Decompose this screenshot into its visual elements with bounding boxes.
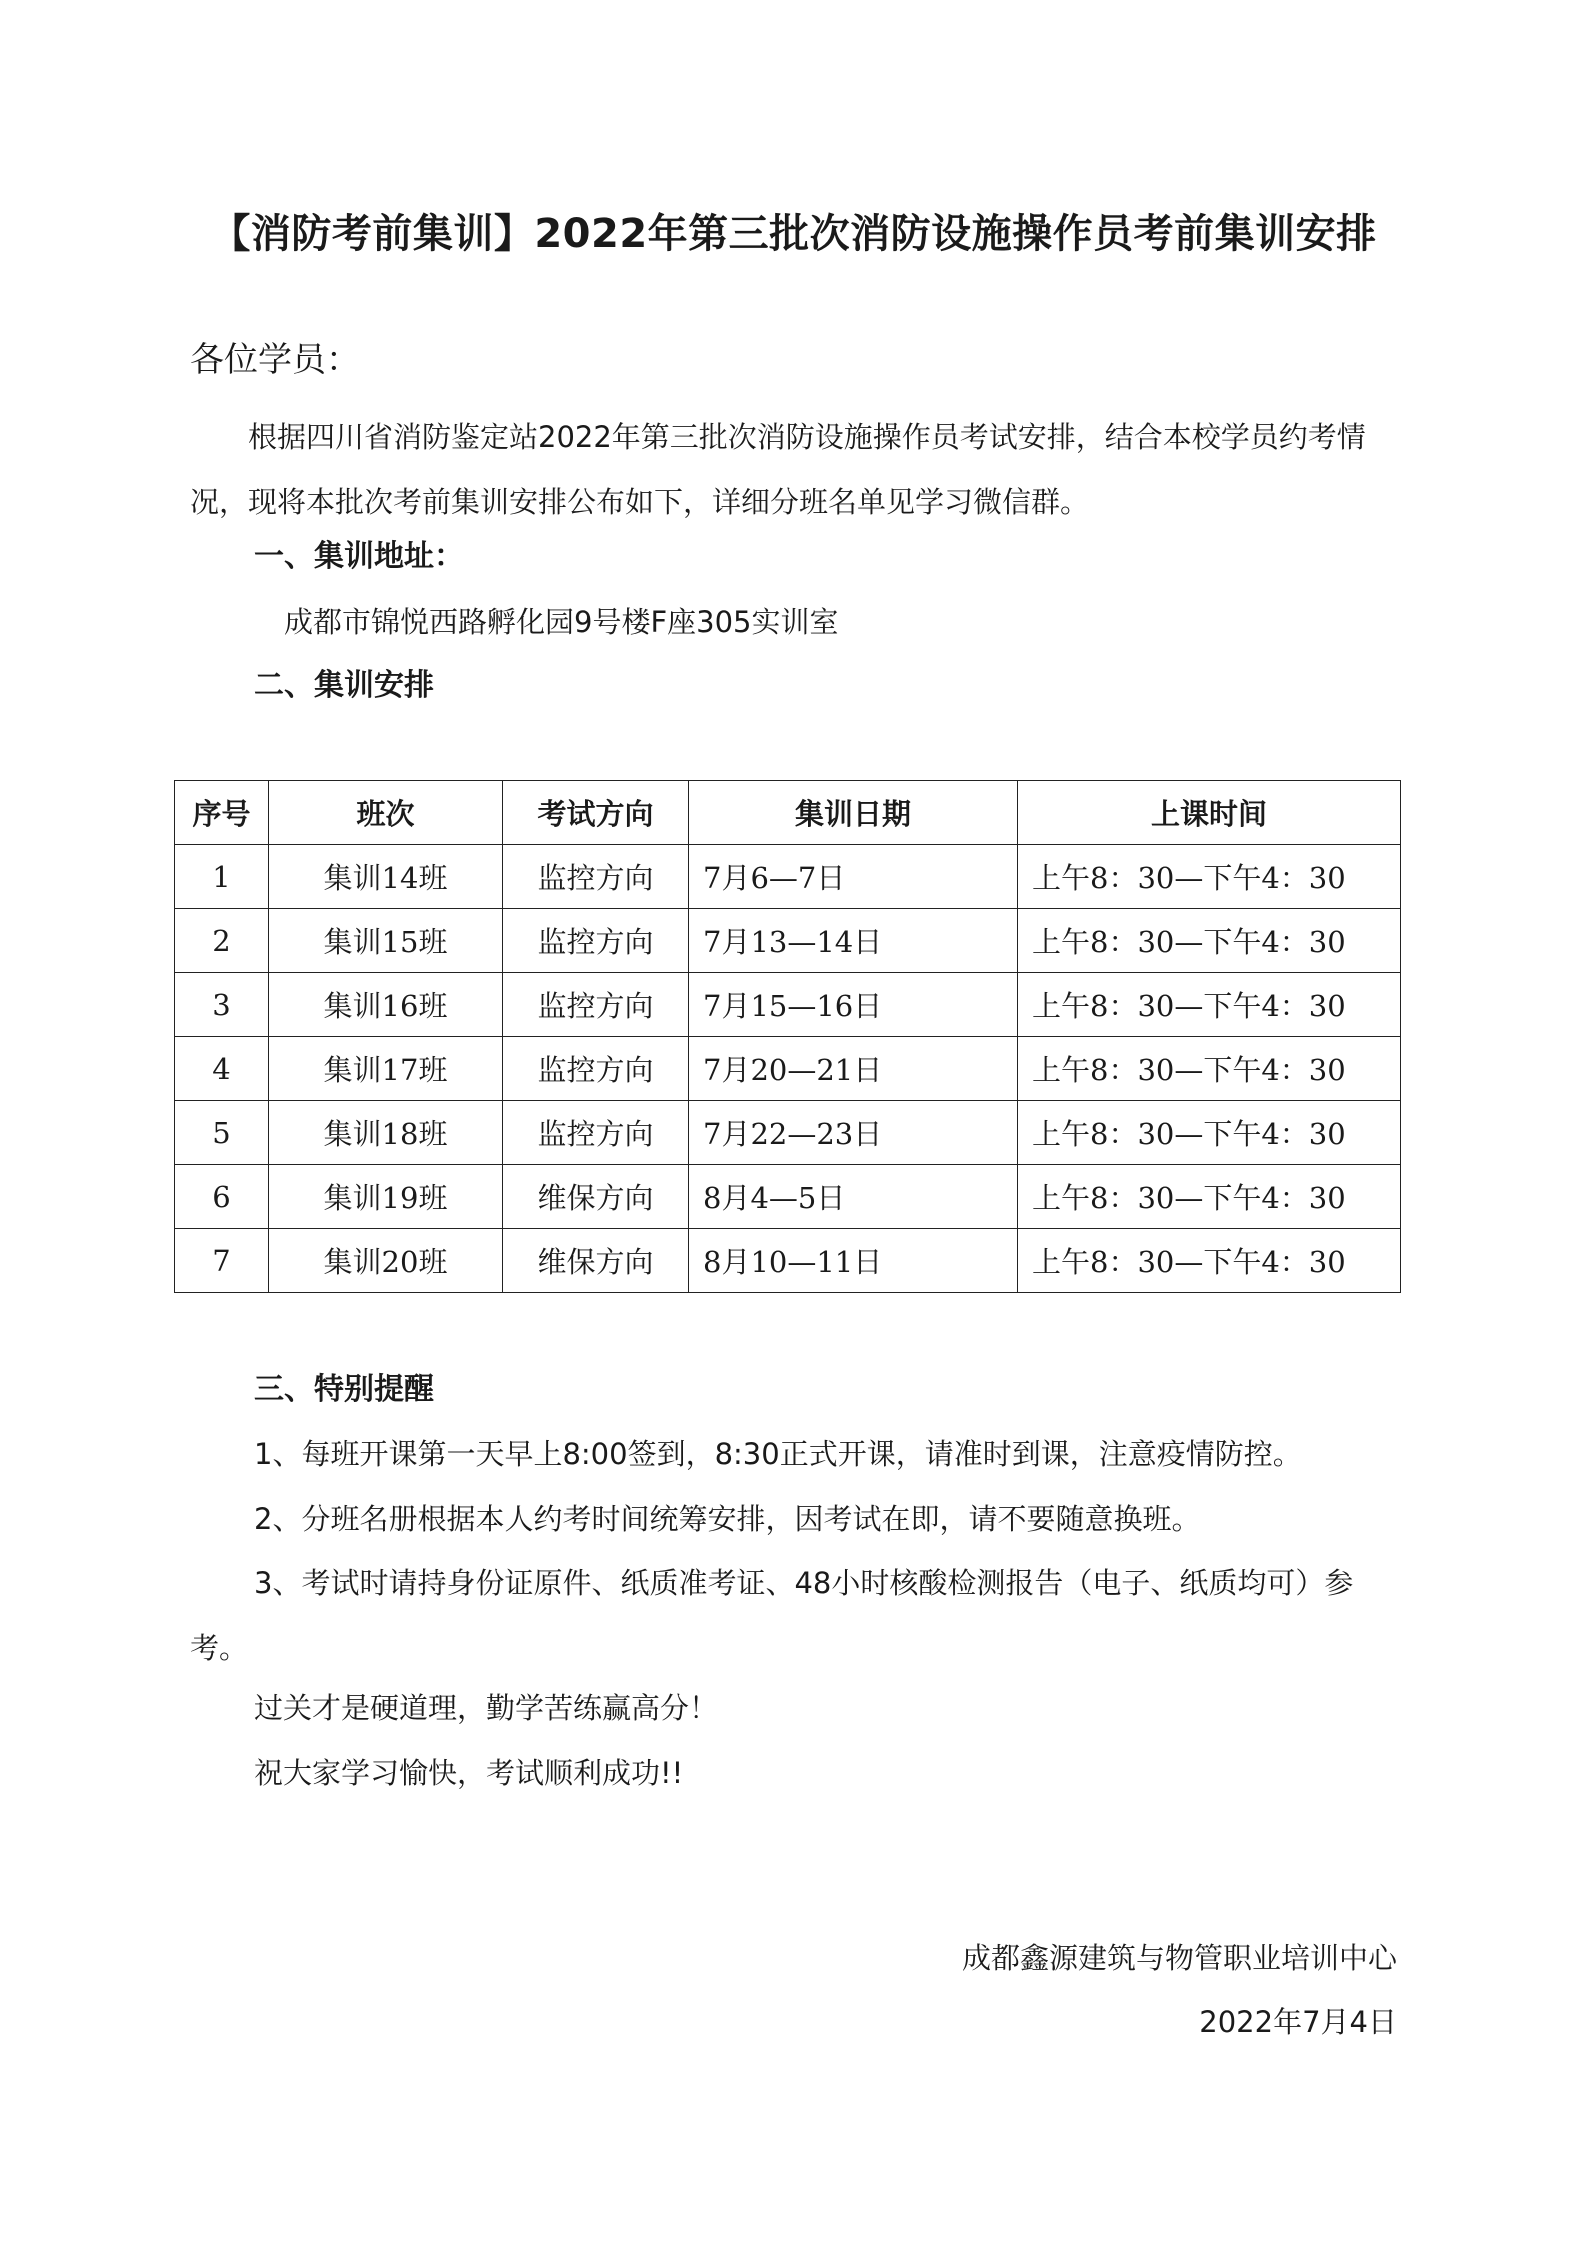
cell-class: 集训18班 <box>269 1101 503 1165</box>
greeting: 各位学员： <box>190 340 360 380</box>
cell-date: 7月6—7日 <box>689 845 1018 909</box>
cell-date: 8月4—5日 <box>689 1165 1018 1229</box>
cell-class: 集训15班 <box>269 909 503 973</box>
cell-time: 上午8：30—下午4：30 <box>1018 973 1401 1037</box>
cell-direction: 监控方向 <box>503 1101 689 1165</box>
cell-no: 7 <box>175 1229 269 1293</box>
cell-class: 集训17班 <box>269 1037 503 1101</box>
table-row <box>175 1165 1401 1229</box>
reminder-item-3: 3、考试时请持身份证原件、纸质准考证、48小时核酸检测报告（电子、纸质均可）参考。 <box>190 1566 1354 1665</box>
cell-date: 8月10—11日 <box>689 1229 1018 1293</box>
header-class: 班次 <box>269 781 503 845</box>
cell-date: 7月13—14日 <box>689 909 1018 973</box>
cell-class: 集训14班 <box>269 845 503 909</box>
table-row <box>175 1037 1401 1101</box>
cell-no: 1 <box>175 845 269 909</box>
signature-date: 2022年7月4日 <box>1199 2005 1397 2039</box>
closing-line-1: 过关才是硬道理，勤学苦练赢高分！ <box>254 1691 719 1725</box>
schedule-table <box>174 780 1401 1293</box>
cell-no: 5 <box>175 1101 269 1165</box>
header-direction: 考试方向 <box>503 781 689 845</box>
section-heading-schedule: 二、集训安排 <box>254 668 434 703</box>
table-row <box>175 845 1401 909</box>
cell-date: 7月15—16日 <box>689 973 1018 1037</box>
cell-direction: 维保方向 <box>503 1229 689 1293</box>
table-row <box>175 909 1401 973</box>
cell-class: 集训19班 <box>269 1165 503 1229</box>
cell-date: 7月22—23日 <box>689 1101 1018 1165</box>
header-no: 序号 <box>175 781 269 845</box>
table-header-row <box>175 781 1401 845</box>
reminder-item-2: 2、分班名册根据本人约考时间统筹安排，因考试在即，请不要随意换班。 <box>254 1502 1201 1536</box>
cell-no: 3 <box>175 973 269 1037</box>
table-row <box>175 1229 1401 1293</box>
cell-direction: 监控方向 <box>503 1037 689 1101</box>
closing-line-2: 祝大家学习愉快，考试顺利成功!! <box>254 1756 684 1790</box>
cell-time: 上午8：30—下午4：30 <box>1018 1037 1401 1101</box>
cell-time: 上午8：30—下午4：30 <box>1018 845 1401 909</box>
intro-paragraph: 根据四川省消防鉴定站2022年第三批次消防设施操作员考试安排，结合本校学员约考情况，现将本批次考前集训安排公布如下，详细分班名单见学习微信群。 <box>190 420 1366 519</box>
cell-direction: 监控方向 <box>503 909 689 973</box>
reminder-item-1: 1、每班开课第一天早上8:00签到，8:30正式开课，请准时到课，注意疫情防控。 <box>254 1437 1302 1471</box>
section-heading-address: 一、集训地址： <box>254 539 464 574</box>
cell-time: 上午8：30—下午4：30 <box>1018 1101 1401 1165</box>
header-time: 上课时间 <box>1018 781 1401 845</box>
signature-organization: 成都鑫源建筑与物管职业培训中心 <box>961 1941 1397 1975</box>
cell-time: 上午8：30—下午4：30 <box>1018 909 1401 973</box>
section-heading-reminders: 三、特别提醒 <box>254 1372 434 1407</box>
table-row <box>175 973 1401 1037</box>
cell-direction: 监控方向 <box>503 845 689 909</box>
cell-no: 6 <box>175 1165 269 1229</box>
table-row <box>175 1101 1401 1165</box>
cell-direction: 监控方向 <box>503 973 689 1037</box>
cell-no: 2 <box>175 909 269 973</box>
training-address: 成都市锦悦西路孵化园9号楼F座305实训室 <box>284 605 839 639</box>
document-title: 【消防考前集训】2022年第三批次消防设施操作员考前集训安排 <box>210 211 1377 257</box>
cell-class: 集训16班 <box>269 973 503 1037</box>
cell-class: 集训20班 <box>269 1229 503 1293</box>
cell-direction: 维保方向 <box>503 1165 689 1229</box>
cell-time: 上午8：30—下午4：30 <box>1018 1229 1401 1293</box>
cell-no: 4 <box>175 1037 269 1101</box>
cell-time: 上午8：30—下午4：30 <box>1018 1165 1401 1229</box>
cell-date: 7月20—21日 <box>689 1037 1018 1101</box>
header-date: 集训日期 <box>689 781 1018 845</box>
